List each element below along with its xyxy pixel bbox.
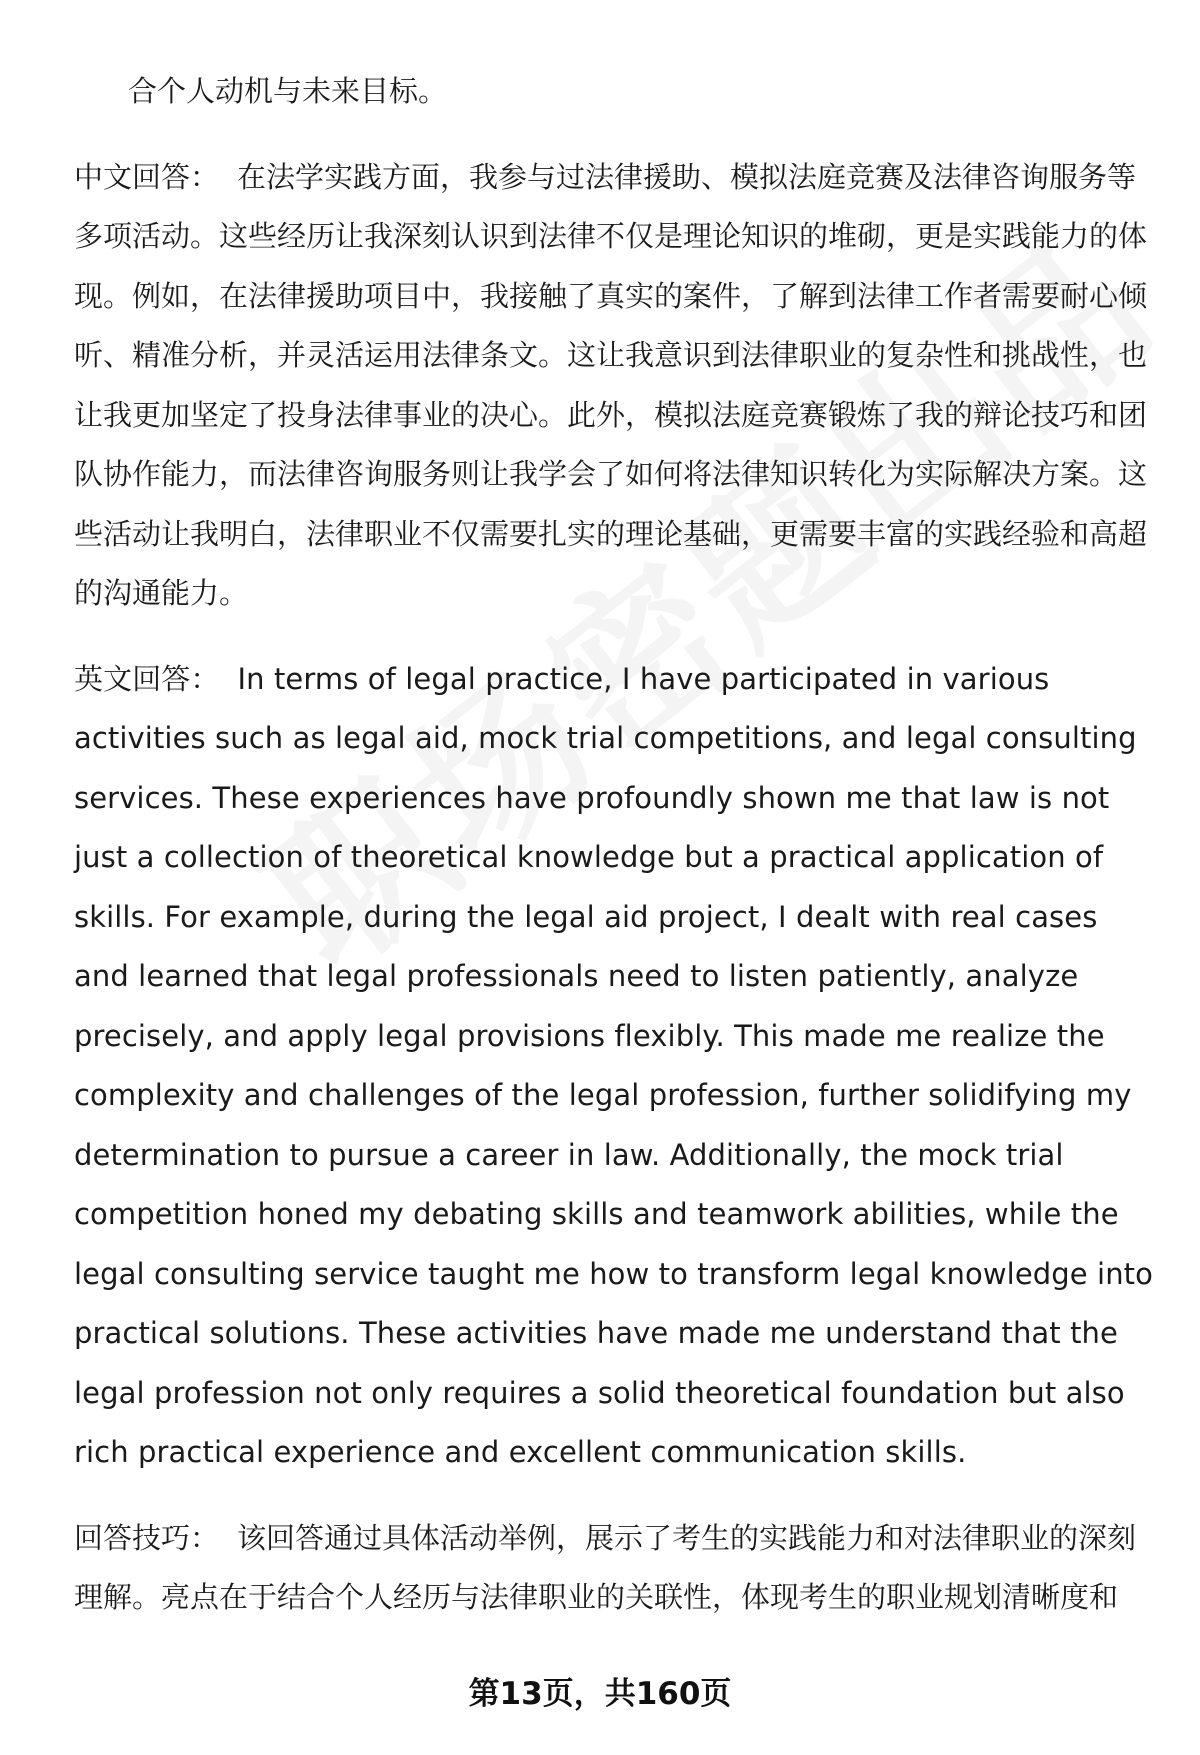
answer-tips-text: 该回答通过具体活动举例，展示了考生的实践能力和对法律职业的深刻理解。亮点在于结合个人经历与法律职业的关联性，体现考生的职业规划清晰度和 [74,1520,1137,1614]
answer-tips-paragraph [74,1509,1154,1628]
continuation-text: 合个人动机与未来目标。 [128,74,448,108]
page-number-footer: 第13页，共160页 [468,1676,732,1712]
english-answer-label: 英文回答： [74,661,220,696]
english-answer-text: In terms of legal practice, I have participated in various activities such as legal aid, mock trial competitions, and legal consulting services. These experiences have profoundly shown me that law is not just a collection of theoretical knowledge but a practical application of skills. For example, during the legal aid project, I dealt with real cases and learned that legal professionals need to listen patiently, analyze precisely, and apply legal provisions flexibly. This made me realize the complexity and challenges of the legal profession, further solidifying my determination to pursue a career in law. Additionally, the mock trial competition honed my debating skills and teamwork abilities, while the legal consulting service taught me how to transform legal knowledge into practical solutions. These activities have made me understand that the legal profession not only requires a solid theoretical foundation but also rich practical experience and excellent communication skills. [74,661,1153,1469]
english-answer-paragraph [74,650,1154,1483]
chinese-answer-paragraph [74,148,1154,624]
chinese-answer-label: 中文回答： [74,159,220,194]
answer-tips-label: 回答技巧： [74,1520,220,1555]
chinese-answer-text: 在法学实践方面，我参与过法律援助、模拟法庭竞赛及法律咨询服务等多项活动。这些经历让我深刻认识到法律不仅是理论知识的堆砌，更是实践能力的体现。例如，在法律援助项目中，我接触了真实的案件，了解到法律工作者需要耐心倾听、精准分析，并灵活运用法律条文。这让我意识到法律职业的复杂性和挑战性，也让我更加坚定了投身法律事业的决心。此外，模拟法庭竞赛锻炼了我的辩论技巧和团队协作能力，而法律咨询服务则让我学会了如何将法律知识转化为实际解决方案。这些活动让我明白，法律职业不仅需要扎实的理论基础，更需要丰富的实践经验和高超的沟通能力。 [74,159,1148,610]
document-page [74,62,1154,1654]
